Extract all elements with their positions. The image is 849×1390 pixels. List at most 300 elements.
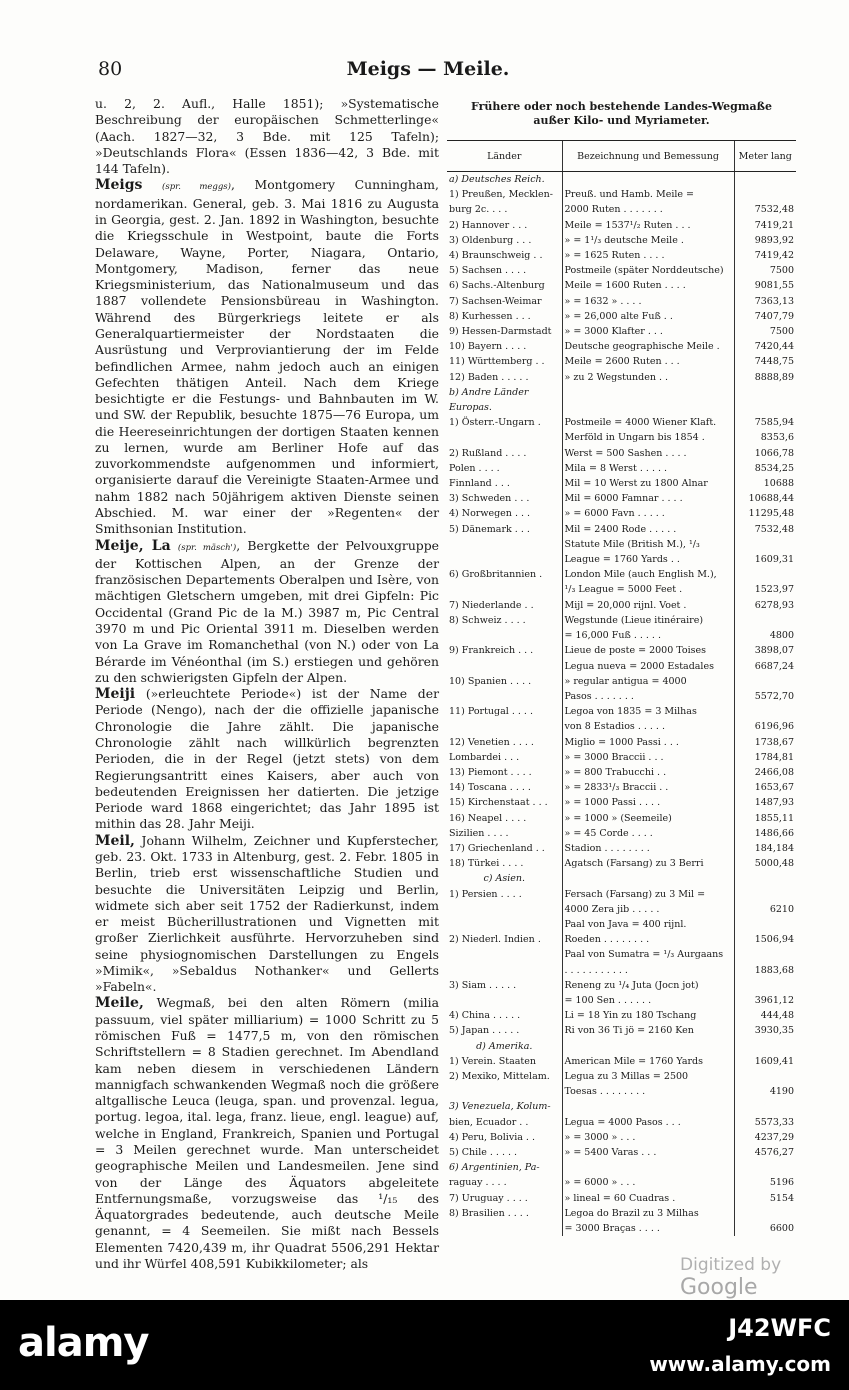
designation-cell: » = 6000 » . . .	[562, 1175, 734, 1190]
table-body	[447, 172, 796, 1237]
country-cell: 9) Frankreich . . .	[449, 645, 534, 657]
designation-cell: London Mile (auch English M.),	[562, 567, 734, 582]
designation-cell: Deutsche geographische Meile .	[562, 339, 734, 354]
country-cell: 7) Sachsen-Weimar	[449, 295, 542, 307]
meter-cell: 6210	[734, 902, 796, 917]
country-cell: 10) Bayern . . . .	[449, 341, 527, 353]
designation-cell: Paal von Sumatra = ¹/₃ Aurgaans	[562, 947, 734, 962]
country-cell	[447, 963, 562, 978]
designation-cell: » = 3000 » . . .	[562, 1130, 734, 1145]
country-cell: 18) Türkei . . . .	[449, 858, 524, 870]
table-row	[447, 552, 796, 567]
table-row	[447, 719, 796, 734]
meter-cell: 4576,27	[734, 1145, 796, 1160]
table-row	[447, 172, 796, 188]
table-row	[447, 643, 796, 658]
designation-cell: von 8 Estadios . . . . .	[562, 719, 734, 734]
headword: Meije, La	[95, 537, 171, 554]
google-brand: Google	[680, 1275, 758, 1300]
meter-cell: 1486,66	[734, 826, 796, 841]
meter-cell: 3930,35	[734, 1023, 796, 1038]
table-row	[447, 324, 796, 339]
entry-text: Johann Wilhelm, Zeichner und Kupferstecher, geb. 23. Okt. 1733 in Altenburg, gest. 2. Febr. 1805 in Berlin, trieb erst wissenschaftliche Studien und besuchte die Universitäten Leipzig und Berlin, widmete sich aber seit 1752 der Radierkunst, indem er meist Bücherillustrationen und Vignetten mit großer Zierlichkeit ausführte. Hervorzuheben sind seine physiognomischen Darstellungen zu Engels »Mimik«, »Sebaldus Nothanker« und Gellerts »Fabeln«.	[95, 832, 439, 995]
country-cell: Finnland . . .	[449, 478, 510, 490]
col-header-meters: Meter lang	[734, 141, 796, 172]
scan-credit-prefix: Digitized by	[680, 1255, 782, 1275]
meter-cell: 7532,48	[734, 202, 796, 217]
designation-cell: Mil = 6000 Famnar . . . .	[562, 491, 734, 506]
meter-cell: 1609,31	[734, 552, 796, 567]
meter-cell: 7500	[734, 263, 796, 278]
table-row	[447, 1160, 796, 1175]
table-row	[447, 1221, 796, 1236]
country-cell: 7) Uruguay . . . .	[449, 1192, 528, 1204]
designation-cell: Mila = 8 Werst . . . . .	[562, 461, 734, 476]
headword: Meiji	[95, 686, 136, 703]
table-row	[447, 1023, 796, 1038]
country-cell: Sizilien . . . .	[449, 827, 509, 839]
table-row	[447, 978, 796, 993]
designation-cell: » = 800 Trabucchi . .	[562, 765, 734, 780]
designation-cell: 2000 Ruten . . . . . . .	[562, 202, 734, 217]
designation-cell: » = 2833¹/₃ Braccii . .	[562, 780, 734, 795]
table-row	[447, 476, 796, 491]
meter-cell: 6600	[734, 1221, 796, 1236]
country-cell: 16) Neapel . . . .	[449, 812, 527, 824]
mile-table	[447, 140, 796, 1236]
meter-cell: 3961,12	[734, 993, 796, 1008]
table-row	[447, 1115, 796, 1130]
designation-cell: Legoa do Brazil zu 3 Milhas	[562, 1206, 734, 1221]
meter-cell: 6196,96	[734, 719, 796, 734]
meter-cell: 3898,07	[734, 643, 796, 658]
designation-cell: » = 1625 Ruten . . . .	[562, 248, 734, 263]
meter-cell	[734, 613, 796, 628]
designation-cell: = 100 Sen . . . . . .	[562, 993, 734, 1008]
table-row	[447, 795, 796, 810]
running-title: Meigs — Meile.	[346, 58, 510, 80]
country-cell	[447, 947, 562, 962]
country-cell: 3) Venezuela, Kolum-	[449, 1101, 551, 1113]
meter-cell: 6687,24	[734, 659, 796, 674]
meter-cell: 1883,68	[734, 963, 796, 978]
meter-cell: 1066,78	[734, 446, 796, 461]
country-cell: 3) Oldenburg . . .	[449, 234, 532, 246]
table-row	[447, 567, 796, 582]
table-row	[447, 430, 796, 445]
designation-cell: » = 1000 Passi . . . .	[562, 795, 734, 810]
country-cell	[447, 552, 562, 567]
designation-cell: American Mile = 1760 Yards	[562, 1054, 734, 1069]
headword: Meigs	[95, 177, 143, 194]
meter-cell	[734, 871, 796, 886]
designation-cell	[562, 1160, 734, 1175]
designation-cell: » = 26,000 alte Fuß . .	[562, 309, 734, 324]
country-cell	[447, 1221, 562, 1236]
table-row	[447, 461, 796, 476]
pronunciation: (spr. mäsch')	[177, 542, 237, 553]
designation-cell: Roeden . . . . . . . .	[562, 932, 734, 947]
country-cell	[447, 719, 562, 734]
table-row	[447, 1069, 796, 1084]
table-row	[447, 1130, 796, 1145]
meter-cell	[734, 704, 796, 719]
designation-cell: 4000 Zera jib . . . . .	[562, 902, 734, 917]
designation-cell: Agatsch (Farsang) zu 3 Berri	[562, 856, 734, 871]
country-cell: Europas.	[449, 402, 492, 414]
country-cell: burg 2c. . . .	[449, 204, 508, 216]
country-cell: 12) Venetien . . . .	[449, 736, 534, 748]
designation-cell: = 16,000 Fuß . . . . .	[562, 628, 734, 643]
country-cell: raguay . . . .	[449, 1177, 507, 1189]
meter-cell: 7500	[734, 324, 796, 339]
country-cell: 15) Kirchenstaat . . .	[449, 797, 548, 809]
col-header-countries: Länder	[447, 141, 562, 172]
country-cell: 10) Spanien . . . .	[449, 675, 532, 687]
meter-cell: 184,184	[734, 841, 796, 856]
meter-cell: 1506,94	[734, 932, 796, 947]
designation-cell: » = 6000 Favn . . . . .	[562, 506, 734, 521]
table-title-line1: Frühere oder noch bestehende Landes-Wegmaße	[471, 100, 772, 113]
table-row	[447, 1206, 796, 1221]
designation-cell: Merföld in Ungarn bis 1854 .	[562, 430, 734, 445]
stock-footer	[0, 1300, 849, 1390]
table-row	[447, 491, 796, 506]
table-row	[447, 400, 796, 415]
table-row	[447, 947, 796, 962]
designation-cell: » = 3000 Klafter . . .	[562, 324, 734, 339]
entry-text: (»erleuchtete Periode«) ist der Name der Periode (Nengo), nach der die offizielle japanische Chronologie die Jahre zählt. Die japanische Chronologie zählt nach willkürlich begrenzten Perioden, die in der Regel (jetzt stets) von dem Regierungsantritt eines Kaisers, aber auch von bedeutenden Ereignissen her datierten. Die jetzige Periode ward 1868 eingerichtet; das Jahr 1895 ist mithin das 28. Jahr Meiji.	[95, 686, 439, 832]
meter-cell: 8888,89	[734, 370, 796, 385]
meter-cell: 7532,48	[734, 522, 796, 537]
meter-cell	[734, 917, 796, 932]
designation-cell	[562, 1099, 734, 1114]
country-cell: 5) Japan . . . . .	[449, 1025, 520, 1037]
designation-cell	[562, 400, 734, 415]
table-row	[447, 1039, 796, 1054]
designation-cell: Meile = 1600 Ruten . . . .	[562, 278, 734, 293]
meter-cell: 1855,11	[734, 811, 796, 826]
country-cell	[447, 689, 562, 704]
designation-cell: Legua = 4000 Pasos . . .	[562, 1115, 734, 1130]
country-cell: 3) Schweden . . .	[449, 493, 530, 505]
right-column	[447, 100, 796, 1235]
table-row	[447, 750, 796, 765]
country-cell: Polen . . . .	[449, 462, 500, 474]
designation-cell: Meile = 2600 Ruten . . .	[562, 354, 734, 369]
country-cell: bien, Ecuador . .	[449, 1116, 529, 1128]
meter-cell: 5573,33	[734, 1115, 796, 1130]
country-cell: b) Andre Länder	[449, 386, 529, 398]
image-id-block	[649, 1310, 831, 1382]
designation-cell	[562, 385, 734, 400]
table-row	[447, 856, 796, 871]
country-cell: 4) Peru, Bolivia . .	[449, 1131, 535, 1143]
designation-cell	[562, 871, 734, 886]
country-cell: 4) China . . . . .	[449, 1010, 521, 1022]
country-cell	[447, 582, 562, 597]
meter-cell	[734, 947, 796, 962]
country-cell: 1) Österr.-Ungarn .	[449, 417, 541, 429]
table-row	[447, 704, 796, 719]
table-row	[447, 598, 796, 613]
meter-cell: 1609,41	[734, 1054, 796, 1069]
meter-cell: 5572,70	[734, 689, 796, 704]
country-cell: 8) Schweiz . . . .	[449, 614, 526, 626]
designation-cell: Mijl = 20,000 rijnl. Voet .	[562, 598, 734, 613]
country-cell	[447, 659, 562, 674]
country-cell: 1) Persien . . . .	[449, 888, 522, 900]
digitized-by-google	[680, 1255, 849, 1300]
meter-cell: 444,48	[734, 1008, 796, 1023]
country-cell: 7) Niederlande . .	[449, 599, 534, 611]
meter-cell: 1523,97	[734, 582, 796, 597]
meter-cell: 4800	[734, 628, 796, 643]
entry-text: , Bergkette der Pelvouxgruppe der Kottischen Alpen, an der Grenze der französischen Departements Oberalpen und Isère, von mächtigen Gletschern umgeben, mit drei Gipfeln: Pic Occidental (Grand Pic de la M.) 3987 m, Pic Central 3970 m und Pic Oriental 3911 m. Dieselben werden von La Grave im Romanchethal (von N.) oder von La Bérarde im Vénéonthal (im S.) erstiegen und gehören zu den schwierigsten Gipfeln der Alpen.	[95, 537, 439, 685]
table-row	[447, 765, 796, 780]
meter-cell	[734, 385, 796, 400]
designation-cell: ¹/₃ League = 5000 Feet .	[562, 582, 734, 597]
designation-cell: » = 3000 Braccii . . .	[562, 750, 734, 765]
table-row	[447, 613, 796, 628]
designation-cell: Pasos . . . . . . .	[562, 689, 734, 704]
meter-cell	[734, 567, 796, 582]
designation-cell: Ri von 36 Ti jö = 2160 Ken	[562, 1023, 734, 1038]
designation-cell: » = 45 Corde . . . .	[562, 826, 734, 841]
table-row	[447, 689, 796, 704]
meter-cell: 1487,93	[734, 795, 796, 810]
meter-cell	[734, 1069, 796, 1084]
meter-cell: 1653,67	[734, 780, 796, 795]
country-cell: 5) Sachsen . . . .	[449, 265, 527, 277]
text: u. 2, 2. Aufl., Halle 1851); »Systematische Beschreibung der europäischen Schmetterlinge« (Aach. 1827—32, 3 Bde. mit 125 Tafeln); »Deutschlands Flora« (Essen 1836—42, 3 Bde. mit 144 Tafeln).	[95, 96, 439, 177]
designation-cell: Postmeile (später Norddeutsche)	[562, 263, 734, 278]
table-row	[447, 1099, 796, 1114]
meter-cell: 7419,42	[734, 248, 796, 263]
table-row	[447, 811, 796, 826]
table-row	[447, 887, 796, 902]
table-row	[447, 294, 796, 309]
entry-text: Wegmaß, bei den alten Römern (milia passuum, viel später milliarium) = 1000 Schritt zu 5 römischen Fuß = 1477,5 m, von den römischen Schriftstellern = 8 Stadien gerechnet. Im Abendland kam neben diesem in verschiedenen Ländern mannigfach schwankenden Wegmaß noch die größere altgallische Leuca (leuga, span. und provenzal. legua, portug. legoa, ital. lega, franz. lieue, engl. league) auf, welche in England, Frankreich, Spanien und Portugal = 3 Meilen gerechnet wurde. Man unterscheidet geographische Meilen und Landesmeilen. Jene sind von der Länge des Äquators abgeleitete Entfernungsmaße, vorzugsweise das ¹/₁₅ des Äquatorgrades bedeutende, auch deutsche Meile genannt, = 4 Seemeilen. Sie mißt nach Bessels Elementen 7420,439 m, ihr Quadrat 5506,291 Hektar und ihr Würfel 408,591 Kubikkilometer; als	[95, 995, 439, 1271]
table-row	[447, 1191, 796, 1206]
country-cell: d) Amerika.	[476, 1040, 533, 1052]
designation-cell: Legua nueva = 2000 Estadales	[562, 659, 734, 674]
country-cell: 2) Niederl. Indien .	[449, 934, 541, 946]
country-cell: 6) Sachs.-Altenburg	[449, 280, 545, 292]
meter-cell: 7363,13	[734, 294, 796, 309]
table-row	[447, 582, 796, 597]
country-cell	[447, 917, 562, 932]
country-cell: 5) Chile . . . . .	[449, 1147, 518, 1158]
designation-cell: Wegstunde (Lieue itinéraire)	[562, 613, 734, 628]
table-row	[447, 537, 796, 552]
meter-cell	[734, 187, 796, 202]
country-cell: 11) Württemberg . .	[449, 356, 545, 368]
table-row	[447, 659, 796, 674]
image-id: J42WFC	[728, 1314, 831, 1342]
designation-cell: Mil = 2400 Rode . . . . .	[562, 522, 734, 537]
designation-cell: Toesas . . . . . . . .	[562, 1084, 734, 1099]
table-row	[447, 522, 796, 537]
designation-cell: Miglio = 1000 Passi . . .	[562, 735, 734, 750]
meter-cell: 2466,08	[734, 765, 796, 780]
designation-cell: Meile = 1537¹/₂ Ruten . . .	[562, 218, 734, 233]
country-cell: 2) Mexiko, Mittelam.	[449, 1070, 550, 1082]
country-cell: 1) Verein. Staaten	[449, 1055, 536, 1067]
country-cell: 8) Kurhessen . . .	[449, 310, 531, 322]
country-cell: 6) Großbritannien .	[449, 569, 543, 581]
designation-cell: League = 1760 Yards . .	[562, 552, 734, 567]
country-cell: 11) Portugal . . . .	[449, 706, 533, 718]
designation-cell: Paal von Java = 400 rijnl.	[562, 917, 734, 932]
designation-cell: Reneng zu ¹/₄ Juta (Jocn jot)	[562, 978, 734, 993]
country-cell: 2) Rußland . . . .	[449, 447, 527, 459]
headword: Meile,	[95, 995, 144, 1012]
table-row	[447, 993, 796, 1008]
designation-cell: » lineal = 60 Cuadras .	[562, 1191, 734, 1206]
designation-cell: Legua zu 3 Millas = 2500	[562, 1069, 734, 1084]
table-row	[447, 826, 796, 841]
country-cell: 12) Baden . . . . .	[449, 371, 529, 383]
table-row	[447, 841, 796, 856]
designation-cell: » = 1000 » (Seemeile)	[562, 811, 734, 826]
meter-cell	[734, 537, 796, 552]
entry-meiji	[95, 686, 439, 833]
paragraph-continuation	[95, 96, 439, 177]
table-row	[447, 248, 796, 263]
meter-cell: 4237,29	[734, 1130, 796, 1145]
table-row	[447, 1084, 796, 1099]
meter-cell: 4190	[734, 1084, 796, 1099]
designation-cell: Legoa von 1835 = 3 Milhas	[562, 704, 734, 719]
page-header	[98, 58, 758, 90]
country-cell	[447, 993, 562, 1008]
country-cell	[447, 537, 562, 552]
meter-cell: 5154	[734, 1191, 796, 1206]
entry-meil	[95, 833, 439, 996]
country-cell	[447, 1084, 562, 1099]
entry-meigs	[95, 177, 439, 537]
entry-text: , Montgomery Cunningham, nordamerikan. General, geb. 3. Mai 1816 zu Augusta in Georgia, gest. 2. Jan. 1892 in Washington, besuchte die Kriegsschule in Westpoint, baute die Forts Delaware, Wayne, Porter, Niagara, Ontario, Montgomery, Madison, ferner das neue Kriegsministerium, das Nationalmuseum und das 1887 vollendete Pensionsbüreau in Washington. Während des Bürgerkriegs leitete er als Generalquartiermeister der Nordstaaten die Ausrüstung und Verproviantierung der im Felde befindlichen Armee, nahm jedoch auch an einigen Gefechten thätigen Anteil. Nach dem Kriege besichtigte er die Festungs- und Bahnbauten im W. und SW. der Republik, besuchte 1875—76 Europa, um die Heereseinrichtungen der dortigen Staaten kennen zu lernen, wurde am Berliner Hofe auf das zuvorkommendste aufgenommen und informiert, organisierte darauf die Vereinigte Staaten-Armee und nahm 1882 nach 50jährigem aktiven Dienste seinen Abschied. M. war einer der »Regenten« der Smithsonian Institution.	[95, 177, 439, 537]
designation-cell: » zu 2 Wegstunden . .	[562, 370, 734, 385]
country-cell: 1) Preußen, Mecklen-	[449, 189, 553, 201]
table-row	[447, 932, 796, 947]
table-row	[447, 385, 796, 400]
entry-meije	[95, 538, 439, 687]
meter-cell: 7420,44	[734, 339, 796, 354]
meter-cell: 7585,94	[734, 415, 796, 430]
table-row	[447, 263, 796, 278]
meter-cell: 10688	[734, 476, 796, 491]
country-cell: c) Asien.	[483, 873, 526, 885]
designation-cell: » = 5400 Varas . . .	[562, 1145, 734, 1160]
meter-cell	[734, 1039, 796, 1054]
table-row	[447, 1008, 796, 1023]
table-row	[447, 506, 796, 521]
table-row	[447, 370, 796, 385]
table-header-row	[447, 141, 796, 172]
meter-cell: 7448,75	[734, 354, 796, 369]
country-cell: Lombardei . . .	[449, 751, 520, 763]
meter-cell	[734, 172, 796, 188]
table-row	[447, 1054, 796, 1069]
table-row	[447, 446, 796, 461]
country-cell: 17) Griechenland . .	[449, 842, 545, 854]
meter-cell: 9081,55	[734, 278, 796, 293]
designation-cell: Statute Mile (British M.), ¹/₃	[562, 537, 734, 552]
meter-cell	[734, 674, 796, 689]
meter-cell: 1784,81	[734, 750, 796, 765]
site-url: www.alamy.com	[649, 1352, 831, 1376]
table-row	[447, 309, 796, 324]
table-row	[447, 415, 796, 430]
table-row	[447, 780, 796, 795]
meter-cell: 8534,25	[734, 461, 796, 476]
table-row	[447, 917, 796, 932]
country-cell: 14) Toscana . . . .	[449, 782, 531, 794]
designation-cell: Li = 18 Yin zu 180 Tschang	[562, 1008, 734, 1023]
table-row	[447, 233, 796, 248]
designation-cell: = 3000 Braças . . . .	[562, 1221, 734, 1236]
table-row	[447, 871, 796, 886]
country-cell: 6) Argentinien, Pa-	[449, 1162, 540, 1174]
country-cell	[447, 628, 562, 643]
table-row	[447, 902, 796, 917]
pronunciation: (spr. meggs)	[162, 182, 231, 193]
meter-cell	[734, 887, 796, 902]
table-row	[447, 187, 796, 202]
alamy-logo: alamy	[18, 1320, 149, 1366]
designation-cell	[562, 1039, 734, 1054]
meter-cell: 7419,21	[734, 218, 796, 233]
table-row	[447, 1145, 796, 1160]
meter-cell	[734, 400, 796, 415]
meter-cell	[734, 1160, 796, 1175]
country-cell	[447, 430, 562, 445]
entry-meile	[95, 995, 439, 1272]
country-cell: 4) Norwegen . . .	[449, 508, 531, 520]
table-row	[447, 218, 796, 233]
headword: Meil,	[95, 832, 135, 849]
country-cell: 9) Hessen-Darmstadt	[449, 326, 552, 338]
page-number: 80	[98, 58, 123, 80]
designation-cell: Werst = 500 Sashen . . . .	[562, 446, 734, 461]
designation-cell: Mil = 10 Werst zu 1800 Alnar	[562, 476, 734, 491]
meter-cell: 7407,79	[734, 309, 796, 324]
table-title	[447, 100, 796, 128]
designation-cell: Lieue de poste = 2000 Toises	[562, 643, 734, 658]
table-row	[447, 339, 796, 354]
country-cell: 4) Braunschweig . .	[449, 250, 543, 262]
designation-cell: Preuß. und Hamb. Meile =	[562, 187, 734, 202]
country-cell: 8) Brasilien . . . .	[449, 1207, 529, 1219]
table-row	[447, 1175, 796, 1190]
meter-cell	[734, 1206, 796, 1221]
meter-cell: 9893,92	[734, 233, 796, 248]
country-cell: 13) Piemont . . . .	[449, 766, 532, 778]
meter-cell	[734, 978, 796, 993]
table-row	[447, 628, 796, 643]
country-cell	[447, 902, 562, 917]
meter-cell: 5196	[734, 1175, 796, 1190]
meter-cell: 6278,93	[734, 598, 796, 613]
table-row	[447, 278, 796, 293]
table-row	[447, 354, 796, 369]
designation-cell: » regular antigua = 4000	[562, 674, 734, 689]
table-row	[447, 963, 796, 978]
country-cell: a) Deutsches Reich.	[449, 174, 545, 185]
country-cell: 5) Dänemark . . .	[449, 523, 530, 535]
